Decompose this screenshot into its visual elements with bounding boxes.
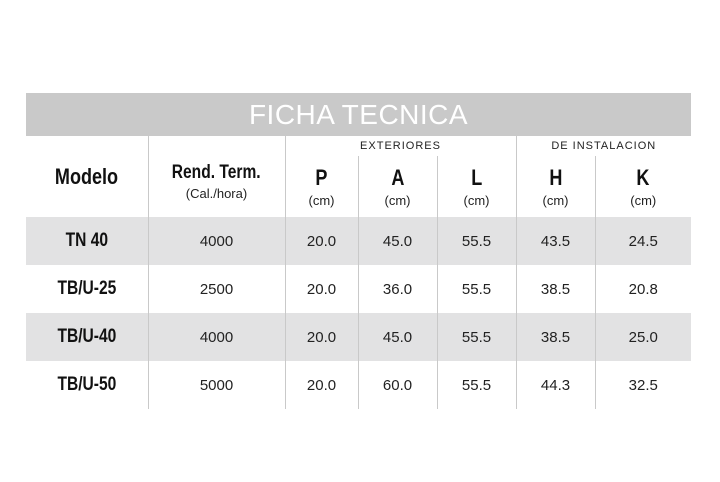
header-h-unit: (cm) <box>542 193 569 208</box>
cell-p: 20.0 <box>285 265 358 313</box>
table-row <box>26 217 691 265</box>
header-h <box>516 156 595 217</box>
model-name: TB/U-25 <box>57 278 117 299</box>
cell-modelo <box>26 217 148 265</box>
header-h-label: H <box>548 165 563 190</box>
cell-h: 43.5 <box>516 217 595 265</box>
group-exteriores: EXTERIORES <box>285 136 516 156</box>
header-rend-label: Rend. Term. <box>172 162 261 183</box>
cell-a: 45.0 <box>358 313 437 361</box>
model-name: TB/U-50 <box>57 374 117 395</box>
cell-l: 55.5 <box>437 265 516 313</box>
header-a <box>358 156 437 217</box>
spec-sheet <box>26 93 691 409</box>
table-row <box>26 265 691 313</box>
header-rend <box>148 136 285 217</box>
cell-l: 55.5 <box>437 361 516 409</box>
header-l <box>437 156 516 217</box>
table-row <box>26 313 691 361</box>
group-instalacion: DE INSTALACION <box>516 136 691 156</box>
cell-l: 55.5 <box>437 313 516 361</box>
cell-k: 24.5 <box>595 217 691 265</box>
cell-rend: 5000 <box>148 361 285 409</box>
cell-modelo <box>26 361 148 409</box>
model-name: TN 40 <box>65 230 108 251</box>
cell-k: 20.8 <box>595 265 691 313</box>
cell-modelo <box>26 265 148 313</box>
cell-rend: 4000 <box>148 217 285 265</box>
cell-k: 25.0 <box>595 313 691 361</box>
group-header-row <box>26 136 691 156</box>
cell-a: 45.0 <box>358 217 437 265</box>
header-modelo <box>26 136 148 217</box>
header-l-label: L <box>470 165 483 190</box>
cell-modelo <box>26 313 148 361</box>
header-modelo-label: Modelo <box>55 163 119 189</box>
header-k-label: K <box>636 165 650 190</box>
header-a-unit: (cm) <box>384 193 411 208</box>
model-name: TB/U-40 <box>57 326 117 347</box>
cell-l: 55.5 <box>437 217 516 265</box>
cell-a: 60.0 <box>358 361 437 409</box>
header-a-label: A <box>390 165 405 190</box>
header-k-unit: (cm) <box>630 193 657 208</box>
header-k <box>595 156 691 217</box>
header-p <box>285 156 358 217</box>
header-p-label: P <box>315 165 328 190</box>
header-l-unit: (cm) <box>463 193 490 208</box>
cell-rend: 2500 <box>148 265 285 313</box>
cell-h: 38.5 <box>516 265 595 313</box>
header-rend-unit: (Cal./hora) <box>185 186 248 201</box>
cell-p: 20.0 <box>285 361 358 409</box>
cell-h: 44.3 <box>516 361 595 409</box>
cell-a: 36.0 <box>358 265 437 313</box>
cell-k: 32.5 <box>595 361 691 409</box>
spec-table <box>26 136 691 409</box>
header-p-unit: (cm) <box>308 193 335 208</box>
cell-h: 38.5 <box>516 313 595 361</box>
cell-rend: 4000 <box>148 313 285 361</box>
cell-p: 20.0 <box>285 217 358 265</box>
table-row <box>26 361 691 409</box>
cell-p: 20.0 <box>285 313 358 361</box>
sheet-title: FICHA TECNICA <box>26 93 691 136</box>
